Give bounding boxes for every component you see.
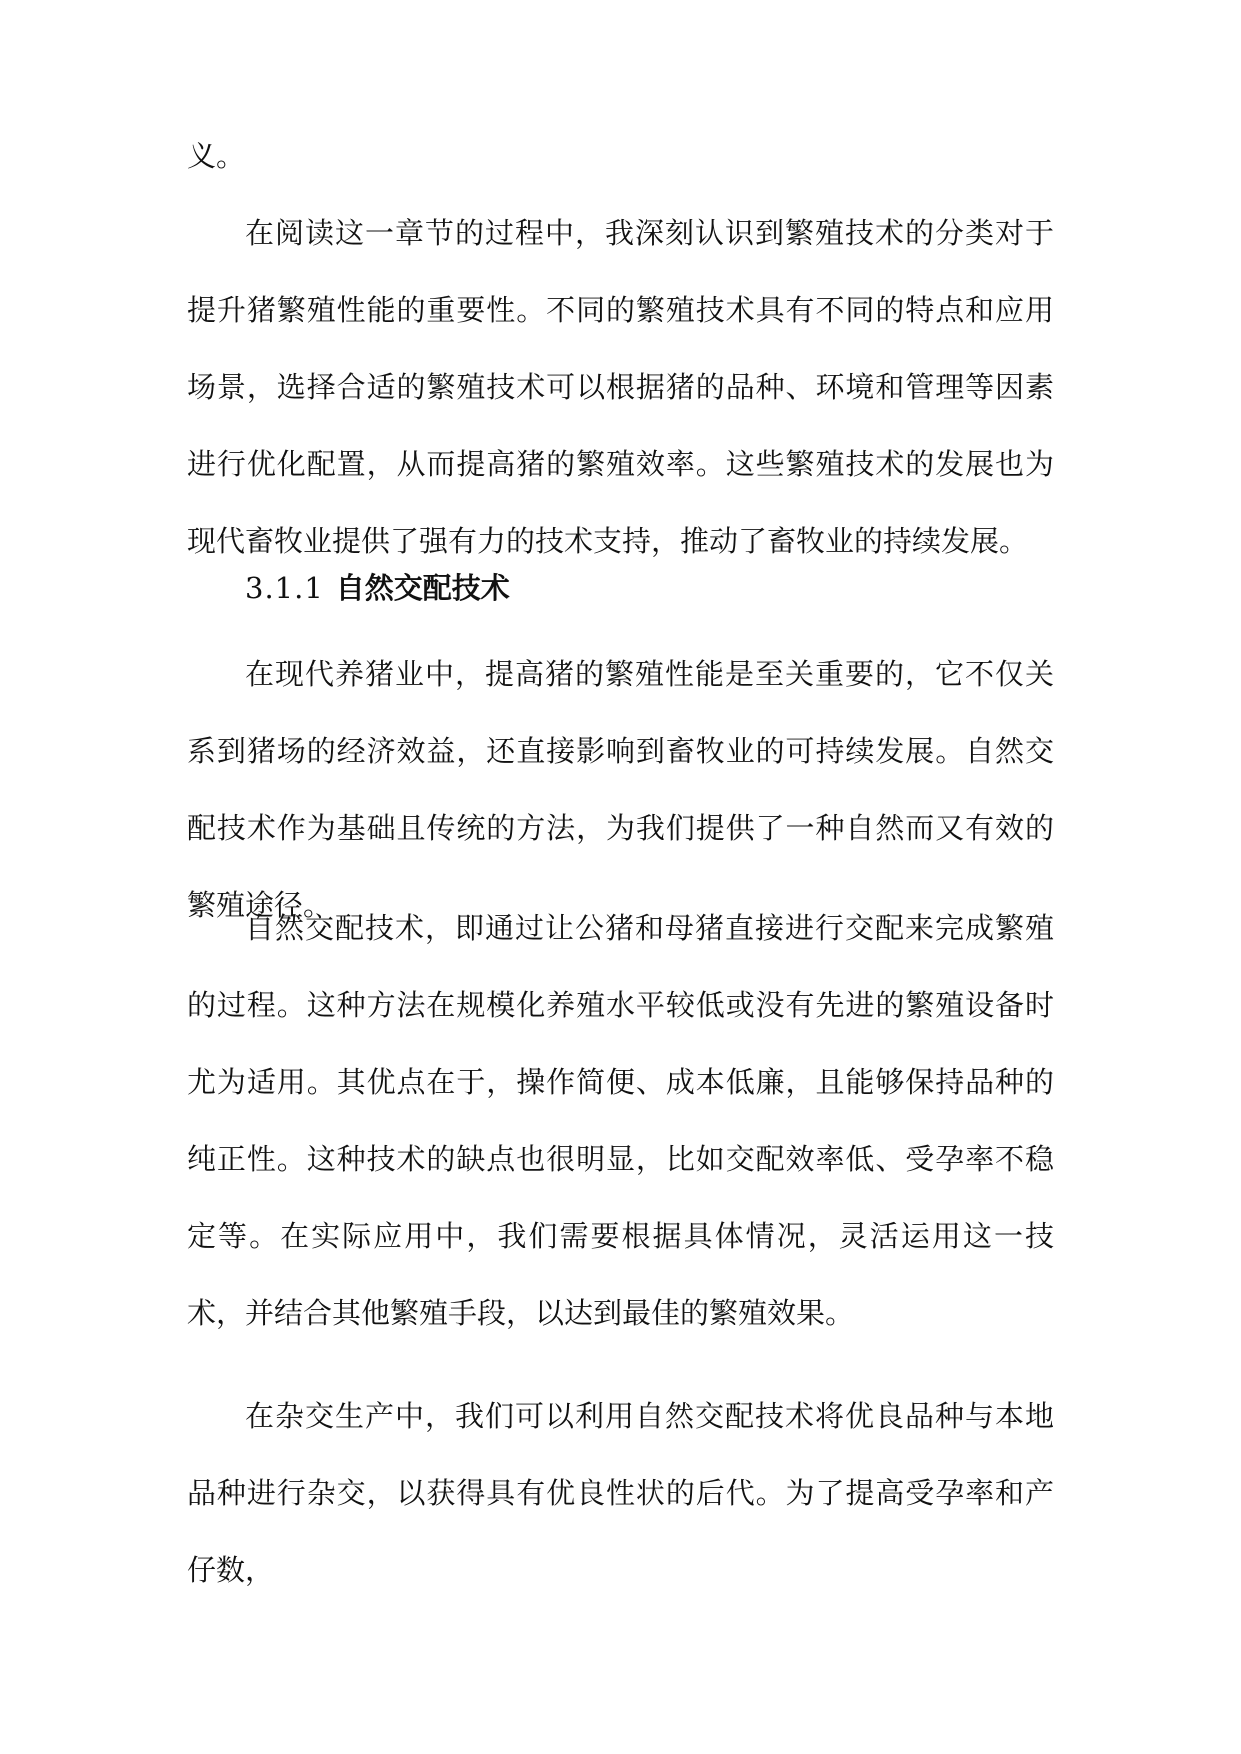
section-heading [245,568,510,608]
section-number: 3.1.1 [245,571,324,605]
paragraph-crossbreeding: 在杂交生产中，我们可以利用自然交配技术将优良品种与本地品种进行杂交，以获得具有优良性状的后代。为了提高受孕率和产仔数， [187,1399,1054,1587]
section-title: 自然交配技术 [335,571,510,605]
paragraph-natural-mating-definition: 自然交配技术，即通过让公猪和母猪直接进行交配来完成繁殖的过程。这种方法在规模化养殖水平较低或没有先进的繁殖设备时尤为适用。其优点在于，操作简便、成本低廉，且能够保持品种的纯正性。这种技术的缺点也很明显，比如交配效率低、受孕率不稳定等。在实际应用中，我们需要根据具体情况，灵活运用这一技术，并结合其他繁殖手段，以达到最佳的繁殖效果。 [187,911,1054,1330]
paragraph-intro-natural-mating: 在现代养猪业中，提高猪的繁殖性能是至关重要的，它不仅关系到猪场的经济效益，还直接影响到畜牧业的可持续发展。自然交配技术作为基础且传统的方法，为我们提供了一种自然而又有效的繁殖途径。 [187,657,1054,922]
paragraph-reading-reflection: 在阅读这一章节的过程中，我深刻认识到繁殖技术的分类对于提升猪繁殖性能的重要性。不同的繁殖技术具有不同的特点和应用场景，选择合适的繁殖技术可以根据猪的品种、环境和管理等因素进行优化配置，从而提高猪的繁殖效率。这些繁殖技术的发展也为现代畜牧业提供了强有力的技术支持，推动了畜牧业的持续发展。 [187,216,1054,558]
paragraph-continuation: 义。 [187,139,246,173]
